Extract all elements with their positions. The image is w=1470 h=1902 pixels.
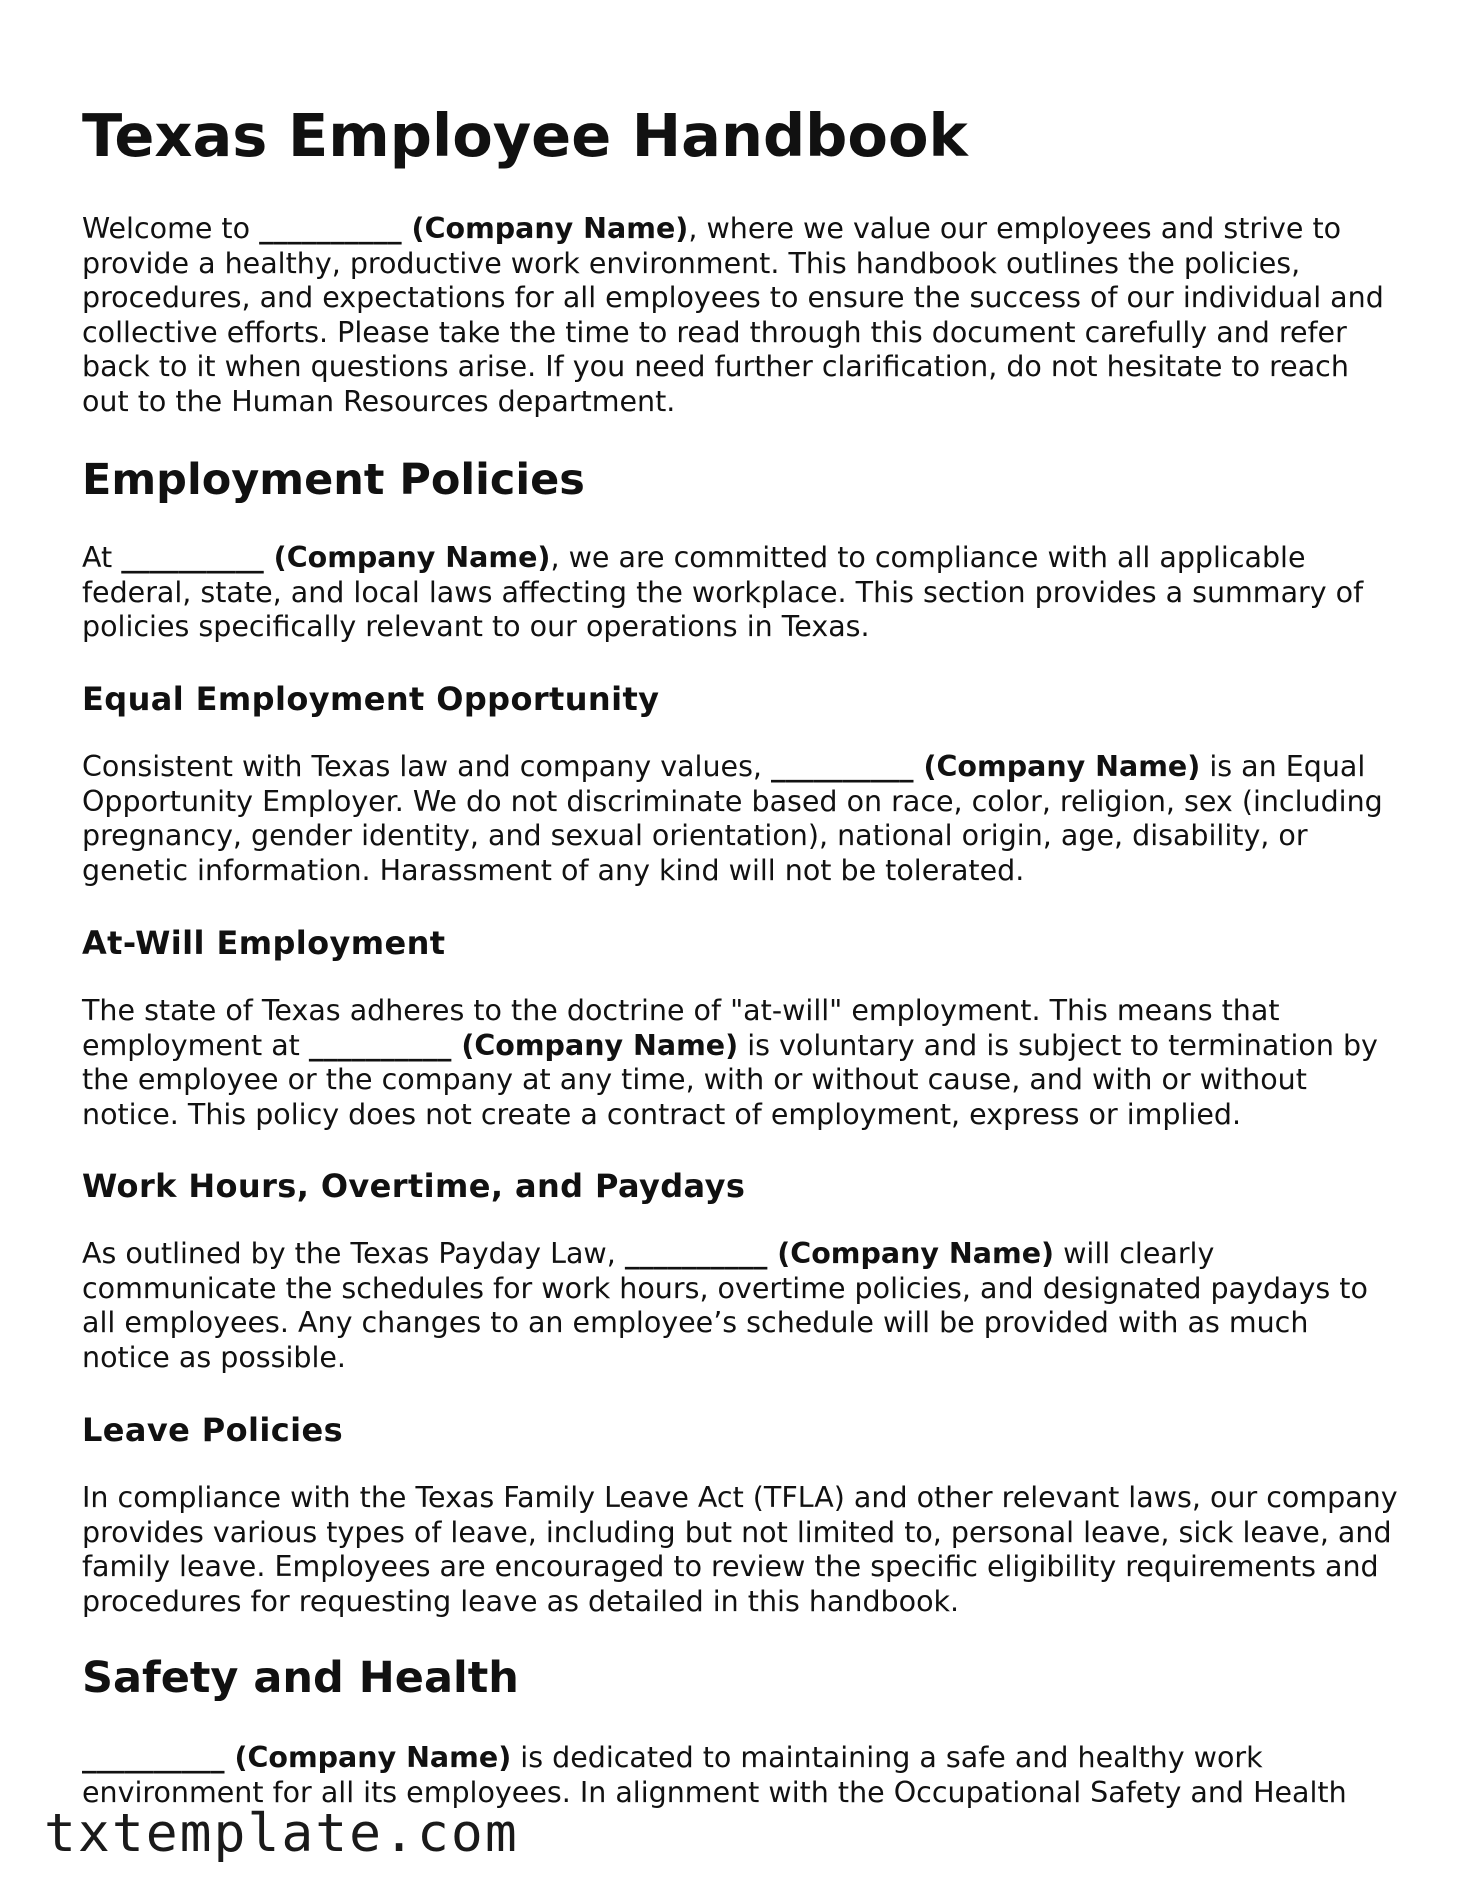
at-will-body-text: is voluntary and is subject to termination by the employee or the company at any time, with or without cause, and with or without notice. This policy does not create a contract of employment, express or implied. (82, 1028, 1378, 1131)
company-name-placeholder: (Company Name) (461, 1028, 739, 1062)
employment-policies-paragraph (82, 541, 1402, 645)
intro-body-text: , where we value our employees and strive to provide a healthy, productive work environment. This handbook outlines the policies, procedures, and expectations for all employees to ensure the success of our individual and collective efforts. Please take the time to read through this document carefully and refer back to it when questions arise. If you need further clarification, do not hesitate to reach out to the Human Resources department. (82, 212, 1384, 418)
company-name-blank: __________ (121, 541, 264, 574)
section-heading-safety: Safety and Health (82, 1653, 519, 1703)
company-name-blank: __________ (259, 212, 402, 245)
company-name-placeholder: (Company Name) (411, 212, 689, 245)
at-will-lead-text: The state of Texas adheres to the doctrine of "at-will" employment. This means that employment at (82, 994, 1280, 1062)
company-name-placeholder: (Company Name) (273, 541, 551, 574)
work-hours-body-text: will clearly communicate the schedules for work hours, overtime policies, and designated paydays to all employees. Any changes to an employee’s schedule will be provided with as much notice as possible. (82, 1237, 1368, 1374)
company-name-placeholder: (Company Name) (777, 1237, 1055, 1270)
intro-paragraph (82, 212, 1402, 419)
safety-body-text: is dedicated to maintaining a safe and healthy work environment for all its employees. In alignment with the Occupational Safety and Health (82, 1741, 1347, 1809)
company-name-placeholder: (Company Name) (923, 750, 1201, 783)
company-name-blank: __________ (308, 1028, 452, 1062)
equal-employment-paragraph (82, 750, 1402, 888)
employment-policies-body-text: , we are committed to compliance with all applicable federal, state, and local laws affecting the workplace. This section provides a summary of policies specifically relevant to our operations in Texas. (82, 541, 1364, 643)
subsection-heading-work-hours: Work Hours, Overtime, and Paydays (82, 1167, 746, 1205)
safety-paragraph (82, 1741, 1402, 1810)
section-heading-employment-policies: Employment Policies (82, 455, 585, 505)
employment-policies-lead-text: At (82, 541, 113, 574)
intro-lead-text: Welcome to (82, 212, 251, 245)
subsection-heading-equal-employment: Equal Employment Opportunity (82, 680, 660, 718)
company-name-blank: __________ (771, 750, 914, 783)
subsection-heading-at-will: At-Will Employment (82, 924, 446, 962)
document-title: Texas Employee Handbook (82, 101, 968, 170)
equal-employment-lead-text: Consistent with Texas law and company values, (82, 750, 762, 783)
equal-employment-body-text: is an Equal Opportunity Employer. We do not discriminate based on race, color, religion, sex (including pregnancy, gender identity, and sexual orientation), national origin, age, disability, or genetic information. Harassment of any kind will not be tolerated. (82, 750, 1383, 887)
at-will-paragraph (82, 994, 1402, 1132)
leave-paragraph: In compliance with the Texas Family Leave Act (TFLA) and other relevant laws, our company provides various types of leave, including but not limited to, personal leave, sick leave, and family leave. Employees are encouraged to review the specific eligibility requirements and procedures for requesting leave as detailed in this handbook. (82, 1481, 1398, 1618)
company-name-blank: __________ (624, 1237, 768, 1270)
work-hours-paragraph (82, 1237, 1402, 1375)
watermark-text: txtemplate.com (44, 1803, 519, 1864)
subsection-heading-leave: Leave Policies (82, 1411, 344, 1449)
company-name-blank: __________ (82, 1741, 225, 1774)
work-hours-lead-text: As outlined by the Texas Payday Law, (82, 1237, 616, 1270)
company-name-placeholder: (Company Name) (234, 1741, 512, 1774)
